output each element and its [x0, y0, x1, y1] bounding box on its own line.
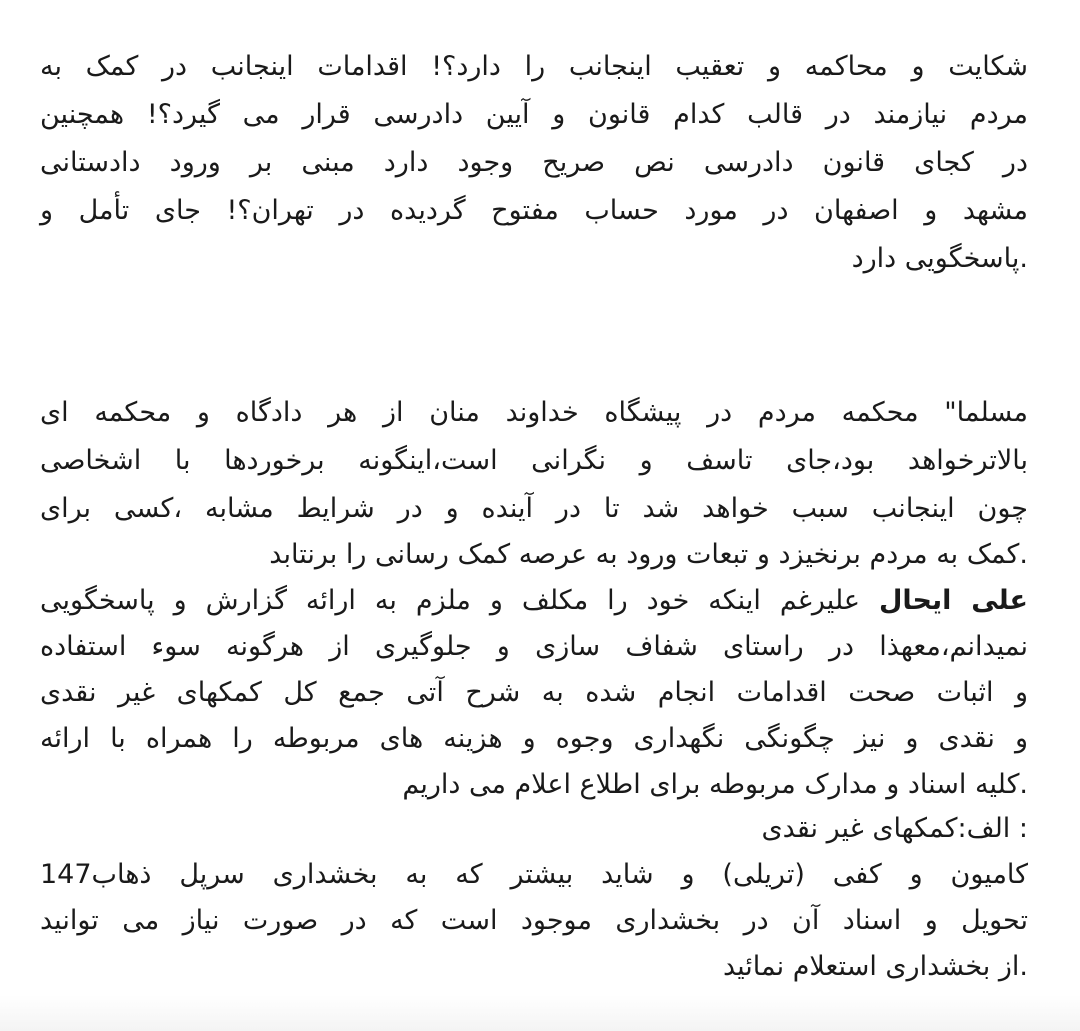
paragraph-3-line-1: کامیون و کفی (تریلی) و شاید بیشتر که به بخشداری سرپل ذهاب147 — [40, 859, 1028, 890]
paragraph-1-line-5: .پاسخگویی دارد — [851, 243, 1028, 274]
paragraph-2-line-2: بالاترخواهد بود،جای تاسف و نگرانی است،اینگونه برخوردها با اشخاصی — [40, 445, 1028, 476]
paragraph-1-line-2: مردم نیازمند در قالب کدام قانون و آیین دادرسی قرار می گیرد؟! همچنین — [40, 99, 1028, 130]
paragraph-1-line-3: در کجای قانون دادرسی نص صریح وجود دارد مبنی بر ورود دادستانی — [40, 147, 1028, 178]
page-bottom-edge — [0, 995, 1080, 1031]
paragraph-2-line-1: مسلما" محکمه مردم در پیشگاه خداوند منان از هر دادگاه و محکمه ای — [40, 397, 1028, 428]
paragraph-2-line-9: .کلیه اسناد و مدارک مربوطه برای اطلاع اعلام می داریم — [402, 769, 1028, 800]
paragraph-3-line-3: .از بخشداری استعلام نمائید — [722, 951, 1028, 982]
paragraph-2-line-8: و نقدی و نیز چگونگی نگهداری وجوه و هزینه های مربوطه را همراه با ارائه — [40, 723, 1028, 754]
section-heading: : الف:کمکهای غیر نقدی — [761, 813, 1028, 844]
paragraph-1-line-1: شکایت و محاکمه و تعقیب اینجانب را دارد؟! اقدامات اینجانب در کمک به — [40, 51, 1028, 82]
paragraph-2-line-7: و اثبات صحت اقدامات انجام شده به شرح آتی جمع کل کمکهای غیر نقدی — [40, 677, 1028, 708]
paragraph-2-line-4: .کمک به مردم برنخیزد و تبعات ورود به عرصه کمک رسانی را برنتابد — [269, 539, 1028, 570]
paragraph-1-line-4: مشهد و اصفهان در مورد حساب مفتوح گردیده در تهران؟! جای تأمل و — [40, 195, 1028, 226]
paragraph-2-line-5-rest: علیرغم اینکه خود را مکلف و ملزم به ارائه گزارش و پاسخگویی — [40, 585, 879, 616]
paragraph-2-line-6: نمیدانم،معهذا در راستای شفاف سازی و جلوگیری از هرگونه سوء استفاده — [40, 631, 1028, 662]
paragraph-2-line-3: چون اینجانب سبب خواهد شد تا در آینده و در شرایط مشابه ،کسی برای — [40, 493, 1028, 524]
paragraph-3-line-2: تحویل و اسناد آن در بخشداری موجود است که در صورت نیاز می توانید — [40, 905, 1028, 936]
bold-lead-phrase: علی ایحال — [878, 585, 1028, 616]
paragraph-2-line-5 — [40, 578, 1028, 624]
